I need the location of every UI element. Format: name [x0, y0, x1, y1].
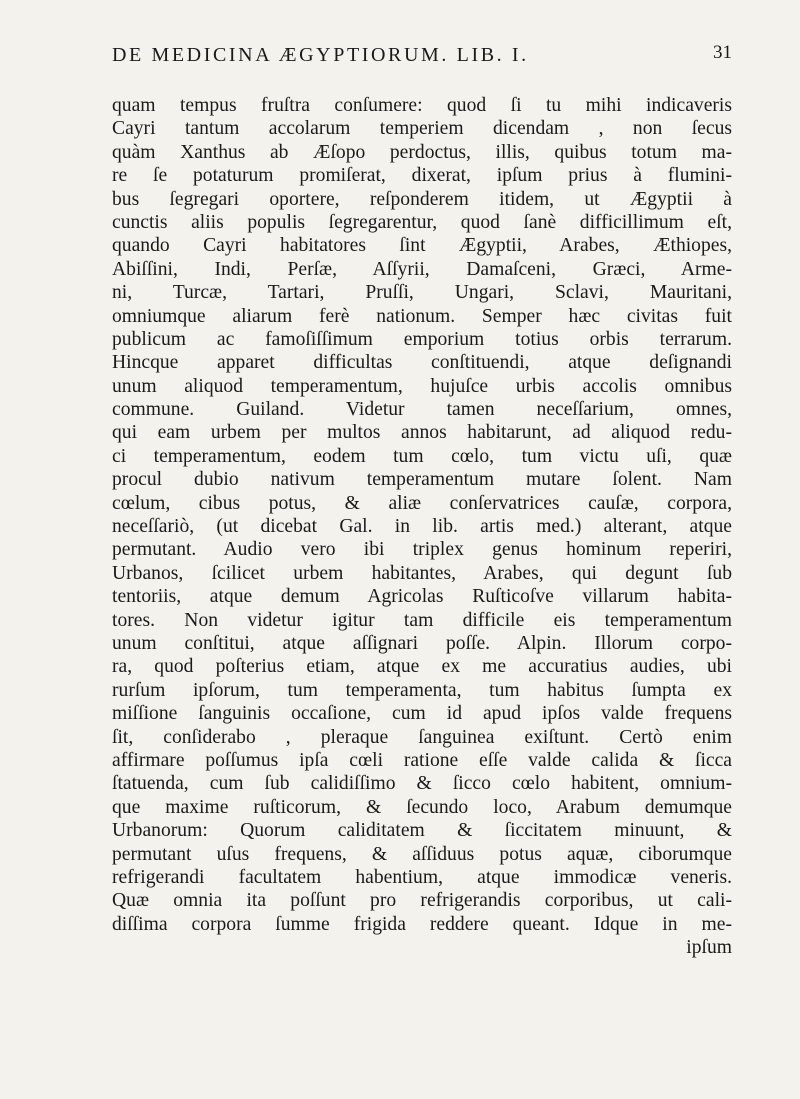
text-line: commune. Guiland. Videtur tamen neceſſarium, omnes,	[112, 399, 732, 421]
text-line: diſſima corpora ſumme frigida reddere queant. Idque in me-	[112, 913, 732, 935]
text-line: rurſum ipſorum, tum temperamenta, tum habitus ſumpta ex	[112, 679, 732, 701]
text-line: procul dubio nativum temperamentum mutare ſolent. Nam	[112, 469, 732, 491]
text-line: omniumque aliarum ferè nationum. Semper hæc civitas fuit	[112, 305, 732, 327]
text-line: ſtatuenda, cum ſub calidiſſimo & ſicco cœlo habitent, omnium-	[112, 773, 732, 795]
running-head-title: DE MEDICINA ÆGYPTIORUM. LIB. I.	[112, 44, 529, 66]
catchword: ipſum	[686, 937, 732, 959]
text-line: ra, quod poſterius etiam, atque ex me accuratius audies, ubi	[112, 656, 732, 678]
text-line: Urbanos, ſcilicet urbem habitantes, Arabes, qui degunt ſub	[112, 562, 732, 584]
text-line: quam tempus fruſtra conſumere: quod ſi tu mihi indicaveris	[112, 95, 732, 116]
text-line: Urbanorum: Quorum caliditatem & ſiccitatem minuunt, &	[112, 820, 732, 842]
text-line: Quæ omnia ita poſſunt pro refrigerandis corporibus, ut cali-	[112, 890, 732, 912]
text-line: tentoriis, atque demum Agricolas Ruſticoſve villarum habita-	[112, 586, 732, 608]
body-text	[112, 94, 732, 959]
text-line: permutant. Audio vero ibi triplex genus hominum reperiri,	[112, 539, 732, 561]
text-line: cœlum, cibus potus, & aliæ conſervatrices cauſæ, corpora,	[112, 492, 732, 514]
text-line: quando Cayri habitatores ſint Ægyptii, Arabes, Æthiopes,	[112, 235, 732, 257]
text-line: re ſe potaturum promiſerat, dixerat, ipſum prius à flumini-	[112, 165, 732, 187]
text-line: qui eam urbem per multos annos habitarunt, ad aliquod redu-	[112, 422, 732, 444]
text-line: cunctis aliis populis ſegregarentur, quod ſanè difficillimum eſt,	[112, 211, 732, 233]
text-line: publicum ac famoſiſſimum emporium totius orbis terrarum.	[112, 328, 732, 350]
text-line: Cayri tantum accolarum temperiem dicendam , non ſecus	[112, 118, 732, 140]
text-line: permutant uſus frequens, & aſſiduus potus aquæ, ciborumque	[112, 843, 732, 865]
text-line: unum conſtitui, atque aſſignari poſſe. Alpin. Illorum corpo-	[112, 632, 732, 654]
text-line: ſit, conſiderabo , pleraque ſanguinea exiſtunt. Certò enim	[112, 726, 732, 748]
page-number: 31	[713, 42, 732, 63]
text-line: Abiſſini, Indi, Perſæ, Aſſyrii, Damaſceni, Græci, Arme-	[112, 258, 732, 280]
text-line: affirmare poſſumus ipſa cœli ratione eſſe valde calida & ſicca	[112, 749, 732, 771]
text-line: miſſione ſanguinis occaſione, cum id apud ipſos valde frequens	[112, 703, 732, 725]
text-line: ni, Turcæ, Tartari, Pruſſi, Ungari, Sclavi, Mauritani,	[112, 282, 732, 304]
text-line: ci temperamentum, eodem tum cœlo, tum victu uſi, quæ	[112, 445, 732, 467]
text-line: bus ſegregari oportere, reſponderem itidem, ut Ægyptii à	[112, 188, 732, 210]
text-line: neceſſariò, (ut dicebat Gal. in lib. artis med.) alterant, atque	[112, 516, 732, 538]
running-head	[112, 40, 732, 74]
text-line: que maxime ruſticorum, & ſecundo loco, Arabum demumque	[112, 796, 732, 818]
text-line: Hincque apparet difficultas conſtituendi, atque deſignandi	[112, 352, 732, 374]
text-line: unum aliquod temperamentum, hujuſce urbis accolis omnibus	[112, 375, 732, 397]
text-line: refrigerandi facultatem habentium, atque immodicæ veneris.	[112, 866, 732, 888]
text-line: tores. Non videtur igitur tam difficile eis temperamentum	[112, 609, 732, 631]
text-line: quàm Xanthus ab Æſopo perdoctus, illis, quibus totum ma-	[112, 141, 732, 163]
